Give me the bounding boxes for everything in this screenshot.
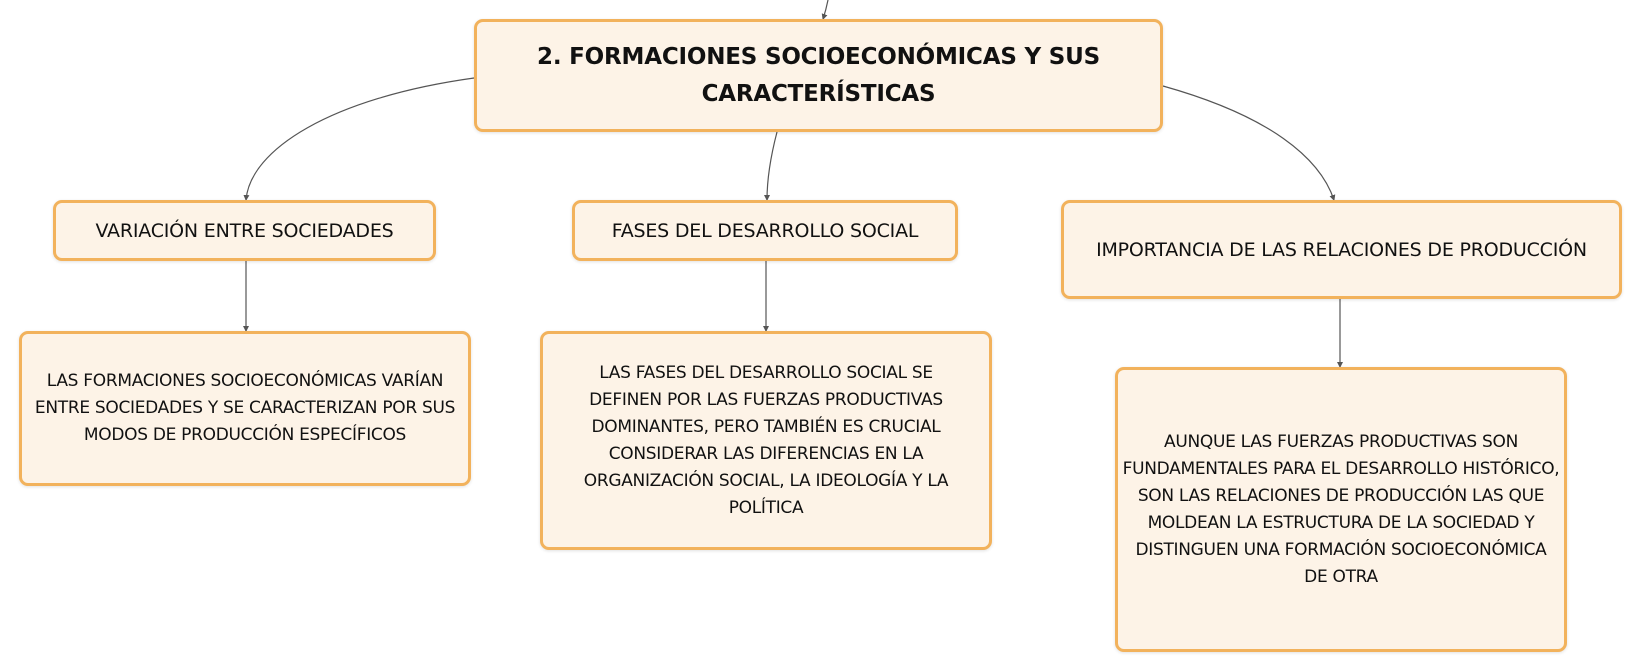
branch-node-importancia[interactable] — [1061, 200, 1622, 299]
branch-node-variacion[interactable] — [53, 200, 436, 261]
detail-node-importancia[interactable] — [1115, 367, 1567, 652]
branch-label: VARIACIÓN ENTRE SOCIEDADES — [95, 219, 394, 242]
connector-root-to-branch-1 — [246, 78, 474, 200]
connector-root-to-branch-3 — [1163, 86, 1334, 200]
detail-node-fases[interactable] — [540, 331, 992, 550]
branch-node-fases[interactable] — [572, 200, 958, 261]
connector-incoming — [823, 0, 828, 19]
detail-text: LAS FORMACIONES SOCIOECONÓMICAS VARÍAN ENTRE SOCIEDADES Y SE CARACTERIZAN POR SUS MODOS DE PRODUCCIÓN ESPECÍFICOS — [34, 371, 456, 445]
detail-text: AUNQUE LAS FUERZAS PRODUCTIVAS SON FUNDAMENTALES PARA EL DESARROLLO HISTÓRICO, SON LAS RELACIONES DE PRODUCCIÓN LAS QUE MOLDEAN LA ESTRUCTURA DE LA SOCIEDAD Y DISTINGUEN UNA FORMACIÓN SOCIOECONÓMICA DE OTRA — [1122, 431, 1560, 587]
root-node[interactable] — [474, 19, 1163, 132]
root-title: 2. FORMACIONES SOCIOECONÓMICAS Y SUS CARACTERÍSTICAS — [537, 43, 1100, 107]
branch-label: FASES DEL DESARROLLO SOCIAL — [611, 219, 919, 242]
branch-label: IMPORTANCIA DE LAS RELACIONES DE PRODUCCIÓN — [1096, 238, 1587, 261]
detail-text: LAS FASES DEL DESARROLLO SOCIAL SE DEFINEN POR LAS FUERZAS PRODUCTIVAS DOMINANTES, PERO TAMBIÉN ES CRUCIAL CONSIDERAR LAS DIFERENCIAS EN LA ORGANIZACIÓN SOCIAL, LA IDEOLOGÍA Y LA POLÍTICA — [583, 362, 949, 518]
connector-root-to-branch-2 — [767, 132, 777, 200]
detail-node-variacion[interactable] — [19, 331, 471, 486]
